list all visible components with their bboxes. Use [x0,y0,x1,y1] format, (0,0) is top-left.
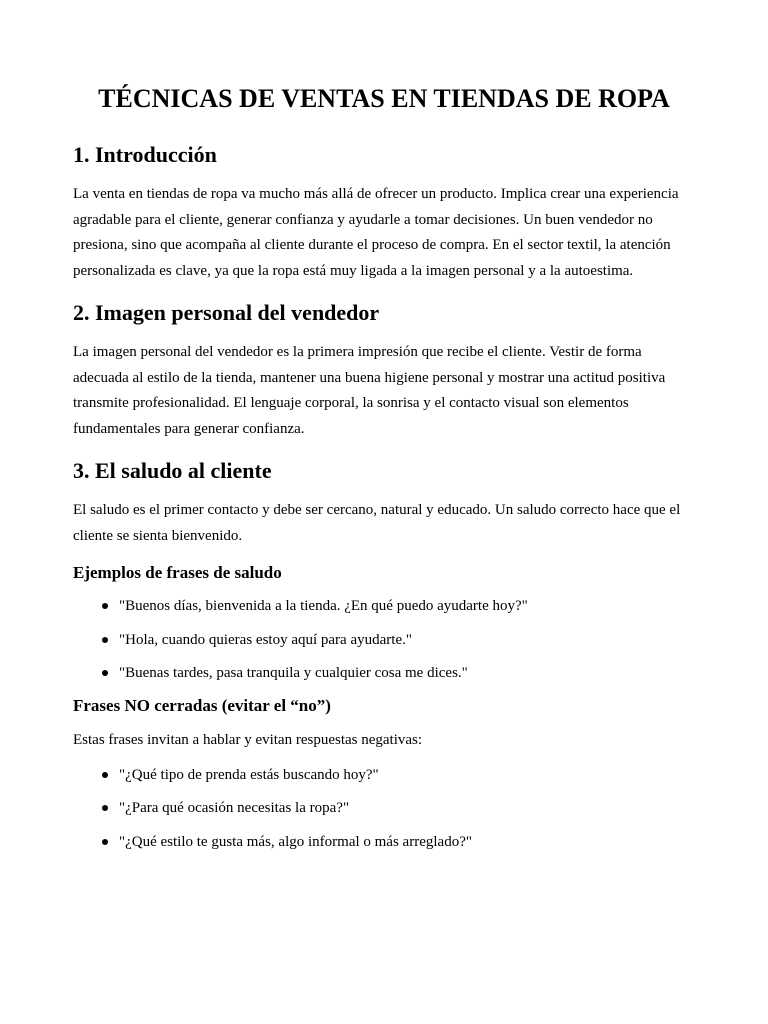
list-item-text: "Hola, cuando quieras estoy aquí para ayudarte." [119,631,412,648]
section-heading: 3. El saludo al cliente [73,458,272,483]
section-imagen-personal [73,298,695,442]
greeting-examples-list [73,595,695,684]
list-item-text: "¿Para qué ocasión necesitas la ropa?" [119,800,350,816]
open-phrases-intro: Estas frases invitan a hablar y evitan respuestas negativas: [73,732,423,748]
list-item [119,797,695,819]
section-paragraph: La imagen personal del vendedor es la primera impresión que recibe el cliente. Vestir de forma adecuada al estilo de la tienda, mantener una buena higiene personal y mostrar una actitud positiva transmite profesionalidad. El lenguaje corporal, la sonrisa y el contacto visual son elementos fundamentales para generar confianza. [73,344,666,437]
section-saludo [73,456,695,853]
bullet-icon [102,772,108,778]
list-item [119,764,695,786]
bullet-icon [102,603,108,609]
list-item-text: "Buenos días, bienvenida a la tienda. ¿En qué puedo ayudarte hoy?" [119,598,528,614]
section-heading: 2. Imagen personal del vendedor [73,300,380,325]
list-item [119,662,695,684]
list-item [119,831,695,853]
bullet-icon [102,805,108,811]
section-paragraph: La venta en tiendas de ropa va mucho más allá de ofrecer un producto. Implica crear una experiencia agradable para el cliente, generar confianza y ayudarle a tomar decisiones. Un buen vendedor no presiona, sino que acompaña al cliente durante el proceso de compra. En el sector textil, la atención personalizada es clave, ya que la ropa está muy ligada a la imagen personal y a la autoestima. [73,186,679,279]
list-item-text: "¿Qué tipo de prenda estás buscando hoy?" [119,766,379,783]
list-item [119,595,695,617]
bullet-icon [102,670,108,676]
subsection-heading-open-phrases: Frases NO cerradas (evitar el “no”) [73,696,331,715]
bullet-icon [102,839,108,845]
list-item-text: "Buenas tardes, pasa tranquila y cualquier cosa me dices." [119,665,468,681]
bullet-icon [102,637,108,643]
open-phrases-list [73,764,695,853]
section-introduccion [73,140,695,284]
subsection-heading-greeting-examples: Ejemplos de frases de saludo [73,563,282,582]
document-title: TÉCNICAS DE VENTAS EN TIENDAS DE ROPA [98,84,670,113]
section-paragraph: El saludo es el primer contacto y debe ser cercano, natural y educado. Un saludo correcto hace que el cliente se sienta bienvenido. [73,502,681,544]
list-item-text: "¿Qué estilo te gusta más, algo informal o más arreglado?" [119,833,472,850]
section-heading: 1. Introducción [73,142,217,167]
list-item [119,629,695,651]
